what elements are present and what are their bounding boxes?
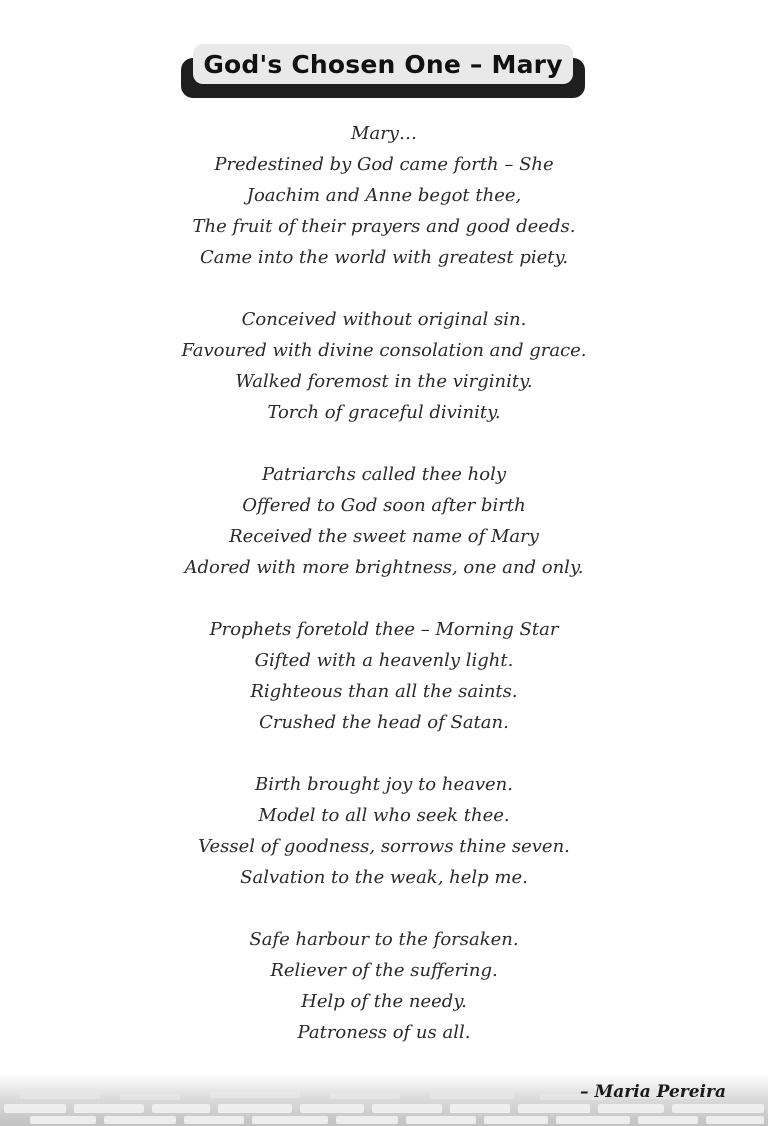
title-banner (181, 42, 585, 100)
poem-line: Safe harbour to the forsaken. (249, 929, 519, 950)
poem-line: Favoured with divine consolation and grace. (181, 340, 587, 361)
poem-line: Walked foremost in the virginity. (235, 371, 533, 392)
stanza (84, 459, 684, 583)
poem-line: Birth brought joy to heaven. (255, 774, 513, 795)
poem-line: Patroness of us all. (297, 1022, 471, 1043)
title-banner-box (193, 44, 573, 84)
poem-line: Crushed the head of Satan. (259, 712, 509, 733)
author-signature: – Maria Pereira (580, 1082, 726, 1102)
stanza (84, 304, 684, 428)
poem-line: Adored with more brightness, one and only. (184, 557, 584, 578)
page-title: God's Chosen One – Mary (203, 49, 563, 79)
poem-line: Help of the needy. (301, 991, 467, 1012)
poem-line: Offered to God soon after birth (242, 495, 526, 516)
poem-line: Received the sweet name of Mary (229, 526, 539, 547)
poem-line: Model to all who seek thee. (258, 805, 510, 826)
poem-line: Salvation to the weak, help me. (240, 867, 528, 888)
poem-line: Mary… (351, 123, 417, 144)
poem-line: Torch of graceful divinity. (267, 402, 501, 423)
poem-line: Predestined by God came forth – She (214, 154, 554, 175)
poem-line: Reliever of the suffering. (270, 960, 498, 981)
stanza (84, 614, 684, 738)
poem-line: Conceived without original sin. (241, 309, 527, 330)
poem-line: Vessel of goodness, sorrows thine seven. (198, 836, 570, 857)
stanza (84, 769, 684, 893)
poem-body (84, 118, 684, 1079)
poem-line: Patriarchs called thee holy (261, 464, 507, 485)
stanza (84, 118, 684, 273)
stanza (84, 924, 684, 1048)
poem-line: Righteous than all the saints. (250, 681, 518, 702)
poem-line: Prophets foretold thee – Morning Star (209, 619, 559, 640)
poem-line: The fruit of their prayers and good deeds. (192, 216, 576, 237)
poem-line: Came into the world with greatest piety. (199, 247, 569, 268)
poem-line: Joachim and Anne begot thee, (246, 185, 522, 206)
poem-line: Gifted with a heavenly light. (254, 650, 514, 671)
